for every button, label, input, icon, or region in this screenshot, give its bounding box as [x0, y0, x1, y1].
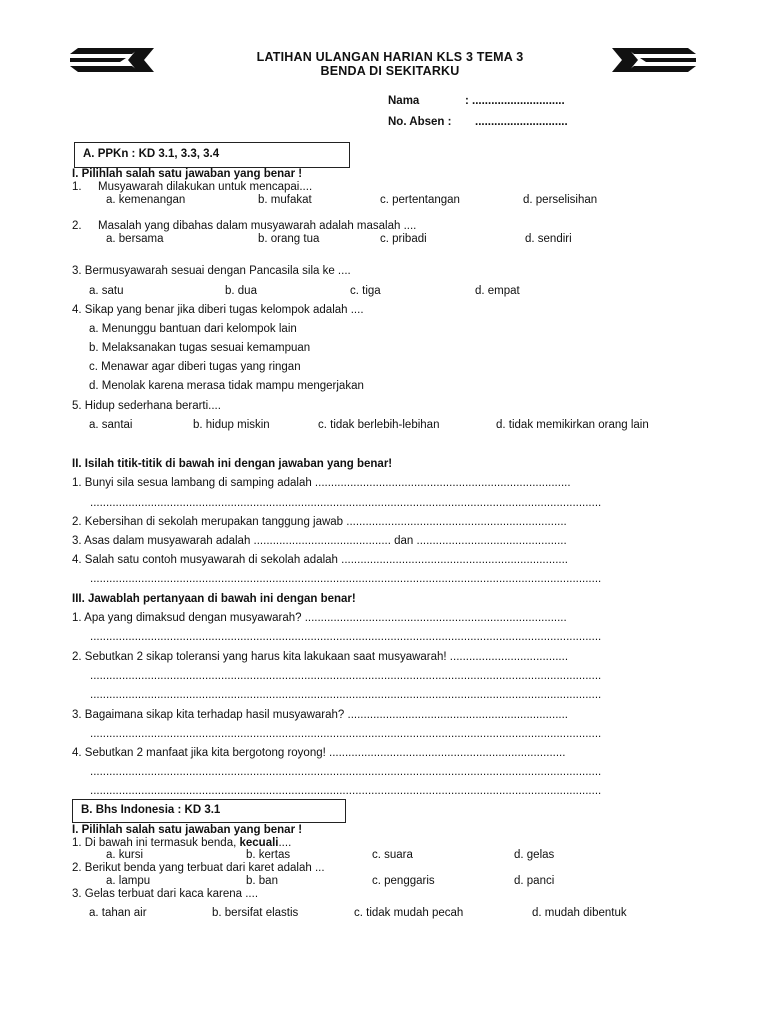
- section-b-title: B. Bhs Indonesia : KD 3.1: [81, 804, 221, 816]
- question-number: 2.: [72, 220, 82, 232]
- question-text: Musyawarah dilakukan untuk mencapai....: [98, 181, 313, 193]
- option-d[interactable]: d. gelas: [514, 849, 555, 861]
- question-text: 3. Bermusyawarah sesuai dengan Pancasila sila ke ....: [72, 265, 351, 277]
- answer-line[interactable]: ................................................................................................................................................................: [90, 689, 602, 701]
- option-d[interactable]: d. Menolak karena merasa tidak mampu mengerjakan: [89, 380, 364, 392]
- section-a-part2-title: II. Isilah titik-titik di bawah ini dengan jawaban yang benar!: [72, 458, 393, 470]
- option-a[interactable]: a. Menunggu bantuan dari kelompok lain: [89, 323, 297, 335]
- section-a-title: A. PPKn : KD 3.1, 3.3, 3.4: [83, 148, 220, 160]
- fill-line[interactable]: 4. Salah satu contoh musyawarah di sekolah adalah .......................................................................: [72, 554, 568, 566]
- question-text: 3. Gelas terbuat dari kaca karena ....: [72, 888, 259, 900]
- section-b-part1-title: I. Pilihlah salah satu jawaban yang benar !: [72, 824, 303, 836]
- section-b-box: [72, 799, 346, 823]
- option-d[interactable]: d. sendiri: [525, 233, 572, 245]
- option-b[interactable]: b. hidup miskin: [193, 419, 270, 431]
- option-b[interactable]: b. mufakat: [258, 194, 312, 206]
- option-c[interactable]: c. suara: [372, 849, 413, 861]
- fill-line[interactable]: 2. Kebersihan di sekolah merupakan tanggung jawab .....................................................................: [72, 516, 567, 528]
- option-a[interactable]: a. tahan air: [89, 907, 147, 919]
- nama-label: Nama: [388, 95, 420, 107]
- section-a-box: [74, 142, 350, 168]
- option-d[interactable]: d. empat: [475, 285, 520, 297]
- option-c[interactable]: c. tidak mudah pecah: [354, 907, 464, 919]
- option-a[interactable]: a. lampu: [106, 875, 151, 887]
- section-a-part1-title: I. Pilihlah salah satu jawaban yang benar !: [72, 168, 303, 180]
- option-c[interactable]: c. pribadi: [380, 233, 427, 245]
- answer-line[interactable]: 1. Apa yang dimaksud dengan musyawarah? ..................................................................................: [72, 612, 567, 624]
- option-c[interactable]: c. tidak berlebih-lebihan: [318, 419, 440, 431]
- option-b[interactable]: b. orang tua: [258, 233, 320, 245]
- option-b[interactable]: b. dua: [225, 285, 257, 297]
- answer-line[interactable]: ................................................................................................................................................................: [90, 766, 602, 778]
- option-a[interactable]: a. kursi: [106, 849, 144, 861]
- left-arrow-logo: [70, 44, 156, 76]
- question-text: 2. Berikut benda yang terbuat dari karet adalah ...: [72, 862, 325, 874]
- fill-line[interactable]: 3. Asas dalam musyawarah adalah ........................................... dan ...............................................: [72, 535, 567, 547]
- option-c[interactable]: c. Menawar agar diberi tugas yang ringan: [89, 361, 301, 373]
- answer-line[interactable]: ................................................................................................................................................................: [90, 728, 602, 740]
- question-text: 1. Di bawah ini termasuk benda, kecuali....: [72, 837, 292, 849]
- question-text: 5. Hidup sederhana berarti....: [72, 400, 221, 412]
- option-b[interactable]: b. ban: [246, 875, 278, 887]
- right-arrow-logo: [610, 44, 696, 76]
- question-text: Masalah yang dibahas dalam musyawarah adalah masalah ....: [98, 220, 417, 232]
- question-number: 1.: [72, 181, 82, 193]
- option-b[interactable]: b. Melaksanakan tugas sesuai kemampuan: [89, 342, 311, 354]
- option-b[interactable]: b. bersifat elastis: [212, 907, 299, 919]
- absen-field[interactable]: .............................: [475, 116, 568, 128]
- option-a[interactable]: a. satu: [89, 285, 124, 297]
- answer-line[interactable]: 3. Bagaimana sikap kita terhadap hasil musyawarah? .....................................................................: [72, 709, 568, 721]
- fill-line[interactable]: ................................................................................................................................................................: [90, 573, 602, 585]
- option-c[interactable]: c. pertentangan: [380, 194, 460, 206]
- option-d[interactable]: d. mudah dibentuk: [532, 907, 627, 919]
- answer-line[interactable]: ................................................................................................................................................................: [90, 785, 602, 797]
- answer-line[interactable]: ................................................................................................................................................................: [90, 670, 602, 682]
- fill-line[interactable]: 1. Bunyi sila sesua lambang di samping adalah ................................................................................: [72, 477, 571, 489]
- nama-field[interactable]: : .............................: [465, 95, 565, 107]
- answer-line[interactable]: 2. Sebutkan 2 sikap toleransi yang harus kita lakukaan saat musyawarah! .....................................: [72, 651, 569, 663]
- option-d[interactable]: d. panci: [514, 875, 555, 887]
- answer-line[interactable]: 4. Sebutkan 2 manfaat jika kita bergotong royong! ..........................................................................: [72, 747, 566, 759]
- option-a[interactable]: a. kemenangan: [106, 194, 186, 206]
- page-title: LATIHAN ULANGAN HARIAN KLS 3 TEMA 3: [256, 50, 524, 64]
- option-a[interactable]: a. santai: [89, 419, 133, 431]
- option-d[interactable]: d. tidak memikirkan orang lain: [496, 419, 649, 431]
- option-a[interactable]: a. bersama: [106, 233, 164, 245]
- page-subtitle: BENDA DI SEKITARKU: [320, 64, 460, 78]
- option-d[interactable]: d. perselisihan: [523, 194, 598, 206]
- option-c[interactable]: c. penggaris: [372, 875, 435, 887]
- option-b[interactable]: b. kertas: [246, 849, 291, 861]
- absen-label: No. Absen :: [388, 116, 452, 128]
- answer-line[interactable]: ................................................................................................................................................................: [90, 631, 602, 643]
- option-c[interactable]: c. tiga: [350, 285, 381, 297]
- section-a-part3-title: III. Jawablah pertanyaan di bawah ini dengan benar!: [72, 593, 356, 605]
- question-text: 4. Sikap yang benar jika diberi tugas kelompok adalah ....: [72, 304, 364, 316]
- fill-line[interactable]: ................................................................................................................................................................: [90, 497, 602, 509]
